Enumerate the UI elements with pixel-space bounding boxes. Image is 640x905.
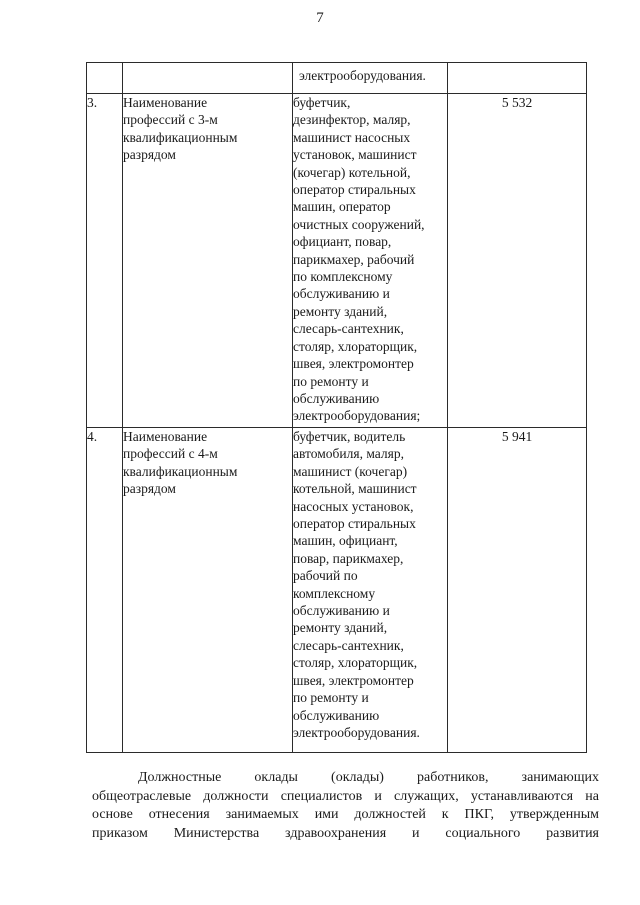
row-number: 3. — [87, 94, 123, 428]
description-line: по ремонту и — [293, 690, 369, 706]
description-line: обслуживанию — [293, 390, 380, 406]
table-row — [87, 428, 587, 753]
description-line: машин, оператор — [293, 199, 391, 215]
description-line: оператор стиральных — [293, 182, 416, 198]
description-line: повар, парикмахер, — [293, 550, 404, 566]
name-line: профессий с 3-м — [123, 112, 218, 128]
description-line: (кочегар) котельной, — [293, 164, 411, 180]
description-line: автомобиля, маляр, — [293, 446, 404, 462]
cell-number — [87, 63, 123, 94]
description-line: электрооборудования. — [293, 724, 420, 740]
qualification-group-name — [123, 94, 293, 428]
description-line: по ремонту и — [293, 373, 369, 389]
description-line: парикмахер, рабочий — [293, 251, 415, 267]
cell-name — [123, 63, 293, 94]
professions-list — [293, 94, 448, 428]
description-line: швея, электромонтер — [293, 356, 414, 372]
description-line: котельной, машинист — [293, 481, 417, 497]
table-row-continuation — [87, 63, 587, 94]
name-line: квалификационным — [123, 129, 238, 145]
cell-salary — [448, 63, 587, 94]
description-line: машин, официант, — [293, 533, 398, 549]
salary-value: 5 941 — [448, 428, 587, 753]
description-line: обслуживанию — [293, 707, 380, 723]
description-line: по комплексному — [293, 269, 393, 285]
description-line: слесарь-сантехник, — [293, 321, 404, 337]
qualification-group-name — [123, 428, 293, 753]
page-number: 7 — [316, 10, 324, 26]
description-line: буфетчик, водитель — [293, 429, 406, 444]
name-line: разрядом — [123, 481, 176, 497]
paragraph-line: Должностные оклады (оклады) работников, занимающих — [138, 770, 599, 785]
description-line: установок, машинист — [293, 147, 417, 163]
row-number: 4. — [87, 428, 123, 753]
name-line: квалификационным — [123, 463, 238, 479]
table-row — [87, 94, 587, 428]
name-line: профессий с 4-м — [123, 446, 218, 462]
description-line: швея, электромонтер — [293, 672, 414, 688]
description-line: столяр, хлораторщик, — [293, 338, 418, 354]
salary-table — [86, 62, 587, 753]
description-line: машинист (кочегар) — [293, 463, 408, 479]
description-line: ремонту зданий, — [293, 620, 388, 636]
description-line: ремонту зданий, — [293, 303, 388, 319]
body-paragraph — [92, 769, 599, 843]
description-line: буфетчик, — [293, 95, 351, 110]
cell-description — [293, 63, 448, 94]
paragraph-line: основе отнесения занимаемых ими должностей к ПКГ, утвержденным — [92, 807, 599, 822]
description-line: слесарь-сантехник, — [293, 637, 404, 653]
name-line: Наименование — [123, 95, 208, 110]
salary-value: 5 532 — [448, 94, 587, 428]
description-line: официант, повар, — [293, 234, 392, 250]
description-line: комплексному — [293, 585, 376, 601]
description-line: обслуживанию и — [293, 603, 390, 619]
description-line: электрооборудования. — [299, 68, 426, 83]
description-line: насосных установок, — [293, 498, 414, 514]
description-line: дезинфектор, маляр, — [293, 112, 411, 128]
paragraph-line: общеотраслевые должности специалистов и служащих, устанавливаются на — [92, 788, 599, 804]
description-line: обслуживанию и — [293, 286, 390, 302]
paragraph-line: приказом Министерства здравоохранения и социального развития — [92, 825, 599, 841]
description-line: рабочий по — [293, 568, 358, 584]
description-line: столяр, хлораторщик, — [293, 655, 418, 671]
description-line: очистных сооружений, — [293, 216, 425, 232]
description-line: машинист насосных — [293, 129, 411, 145]
name-line: Наименование — [123, 429, 208, 444]
name-line: разрядом — [123, 147, 176, 163]
description-line: электрооборудования; — [293, 408, 421, 424]
professions-list — [293, 428, 448, 753]
description-line: оператор стиральных — [293, 516, 416, 532]
